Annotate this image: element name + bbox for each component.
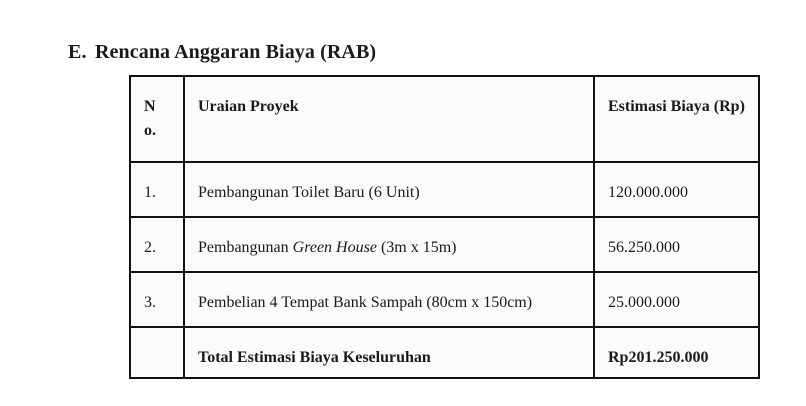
table-total-row bbox=[130, 327, 759, 378]
header-uraian: Uraian Proyek bbox=[198, 98, 299, 115]
header-biaya-cell bbox=[594, 76, 759, 162]
section-letter: E. bbox=[68, 41, 87, 63]
row-uraian-cell bbox=[184, 217, 594, 272]
header-no: No. bbox=[144, 98, 156, 139]
total-value-cell bbox=[594, 327, 759, 378]
budget-table bbox=[129, 75, 760, 379]
table-row bbox=[130, 272, 759, 327]
section-heading bbox=[68, 41, 376, 64]
row-uraian-text: Pembelian 4 Tempat Bank Sampah (80cm x 150cm) bbox=[198, 294, 533, 311]
row-no-cell bbox=[130, 162, 184, 217]
total-empty-cell bbox=[130, 327, 184, 378]
total-label-cell bbox=[184, 327, 594, 378]
row-no: 3. bbox=[144, 294, 156, 311]
row-biaya-cell bbox=[594, 217, 759, 272]
row-uraian bbox=[185, 218, 593, 260]
row-no-cell bbox=[130, 217, 184, 272]
row-biaya: 56.250.000 bbox=[608, 239, 680, 256]
row-no: 1. bbox=[144, 184, 156, 201]
row-biaya-cell bbox=[594, 272, 759, 327]
row-uraian bbox=[185, 273, 593, 315]
row-uraian-cell bbox=[184, 272, 594, 327]
header-uraian-cell bbox=[184, 76, 594, 162]
section-title: Rencana Anggaran Biaya (RAB) bbox=[95, 41, 377, 63]
row-uraian-text: Pembangunan Toilet Baru (6 Unit) bbox=[198, 184, 420, 201]
table-header-row bbox=[130, 76, 759, 162]
row-biaya: 25.000.000 bbox=[608, 294, 680, 311]
row-uraian-italic: Green House bbox=[292, 239, 377, 256]
total-value: Rp201.250.000 bbox=[608, 349, 709, 366]
row-biaya: 120.000.000 bbox=[608, 184, 688, 201]
row-uraian bbox=[185, 163, 593, 205]
row-uraian-prefix: Pembangunan bbox=[198, 239, 293, 256]
row-uraian-cell bbox=[184, 162, 594, 217]
table-row bbox=[130, 217, 759, 272]
header-biaya: Estimasi Biaya (Rp) bbox=[608, 98, 745, 115]
total-label: Total Estimasi Biaya Keseluruhan bbox=[198, 349, 431, 366]
header-no-cell bbox=[130, 76, 184, 162]
table-row bbox=[130, 162, 759, 217]
row-uraian-suffix: (3m x 15m) bbox=[376, 239, 457, 256]
row-no: 2. bbox=[144, 239, 156, 256]
row-biaya-cell bbox=[594, 162, 759, 217]
row-no-cell bbox=[130, 272, 184, 327]
